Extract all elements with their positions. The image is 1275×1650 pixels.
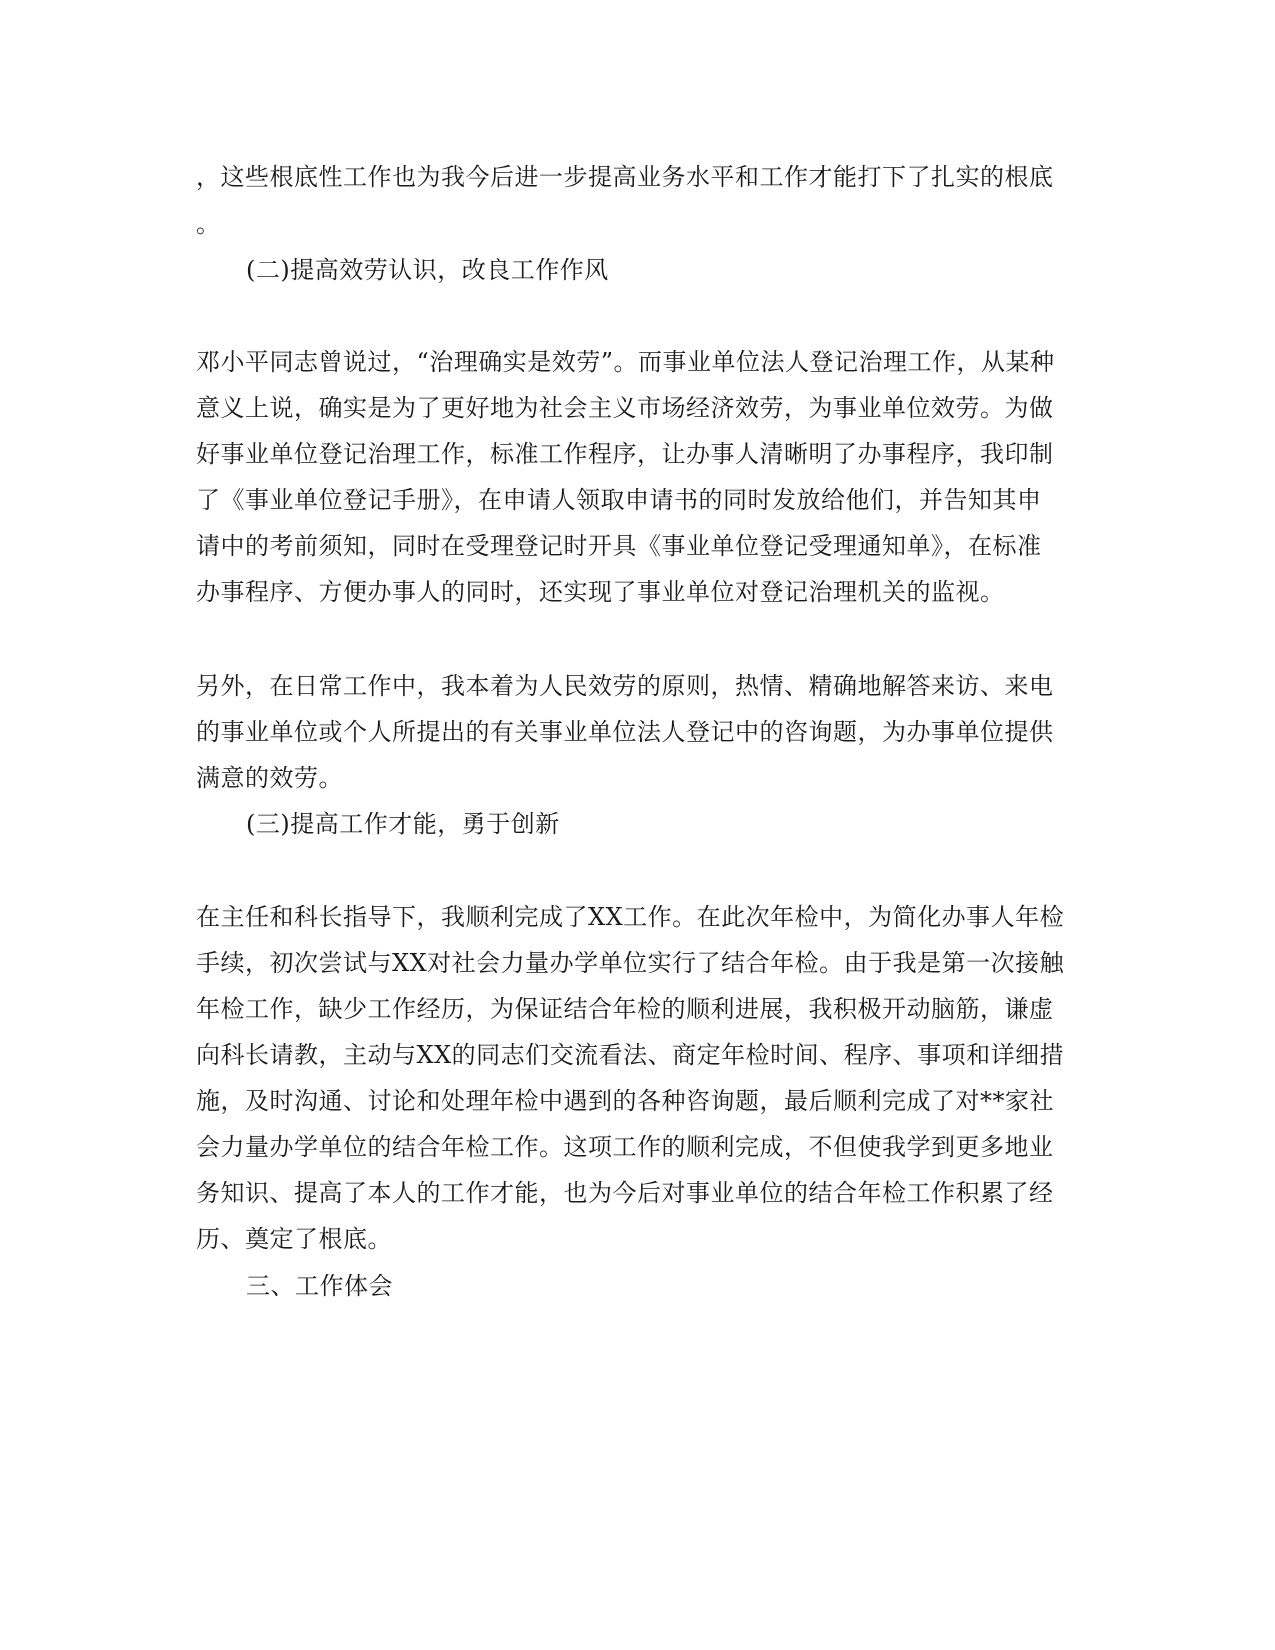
text-line: 办事程序、方便办事人的同时，还实现了事业单位对登记治理机关的监视。	[196, 578, 1005, 606]
text-line: 好事业单位登记治理工作，标准工作程序，让办事人清晰明了办事程序，我印制	[196, 440, 1054, 468]
text-line: 满意的效劳。	[196, 764, 343, 792]
section-heading: (三)提高工作才能，勇于创新	[246, 810, 560, 838]
text-line: 历、奠定了根底。	[196, 1225, 392, 1253]
text-line: 年检工作，缺少工作经历，为保证结合年检的顺利进展，我积极开动脑筋，谦虚	[196, 995, 1054, 1023]
text-line: 邓小平同志曾说过，“治理确实是效劳”。而事业单位法人登记治理工作，从某种	[196, 348, 1055, 376]
text-line: 向科长请教，主动与XX的同志们交流看法、商定年检时间、程序、事项和详细措	[196, 1041, 1065, 1069]
text-line: 请中的考前须知，同时在受理登记时开具《事业单位登记受理通知单》，在标准	[196, 532, 1042, 560]
text-line: 会力量办学单位的结合年检工作。这项工作的顺利完成，不但使我学到更多地业	[196, 1133, 1054, 1161]
text-line: 。	[196, 210, 221, 238]
text-line: 另外，在日常工作中，我本着为人民效劳的原则，热情、精确地解答来访、来电	[196, 672, 1054, 700]
text-line: 在主任和科长指导下，我顺利完成了XX工作。在此次年检中，为简化办事人年检	[196, 903, 1065, 931]
text-line: ，这些根底性工作也为我今后进一步提高业务水平和工作才能打下了扎实的根底	[196, 163, 1054, 191]
section-heading: (二)提高效劳认识，改良工作作风	[246, 256, 609, 284]
text-line: 务知识、提高了本人的工作才能，也为今后对事业单位的结合年检工作积累了经	[196, 1179, 1054, 1207]
text-line: 意义上说，确实是为了更好地为社会主义市场经济效劳，为事业单位效劳。为做	[196, 394, 1054, 422]
text-line: 施，及时沟通、讨论和处理年检中遇到的各种咨询题，最后顺利完成了对**家社	[196, 1087, 1054, 1115]
text-line: 的事业单位或个人所提出的有关事业单位法人登记中的咨询题，为办事单位提供	[196, 718, 1054, 746]
text-line: 手续，初次尝试与XX对社会力量办学单位实行了结合年检。由于我是第一次接触	[196, 949, 1065, 977]
section-heading: 三、工作体会	[246, 1272, 393, 1300]
text-line: 了《事业单位登记手册》，在申请人领取申请书的同时发放给他们，并告知其申	[196, 486, 1042, 514]
